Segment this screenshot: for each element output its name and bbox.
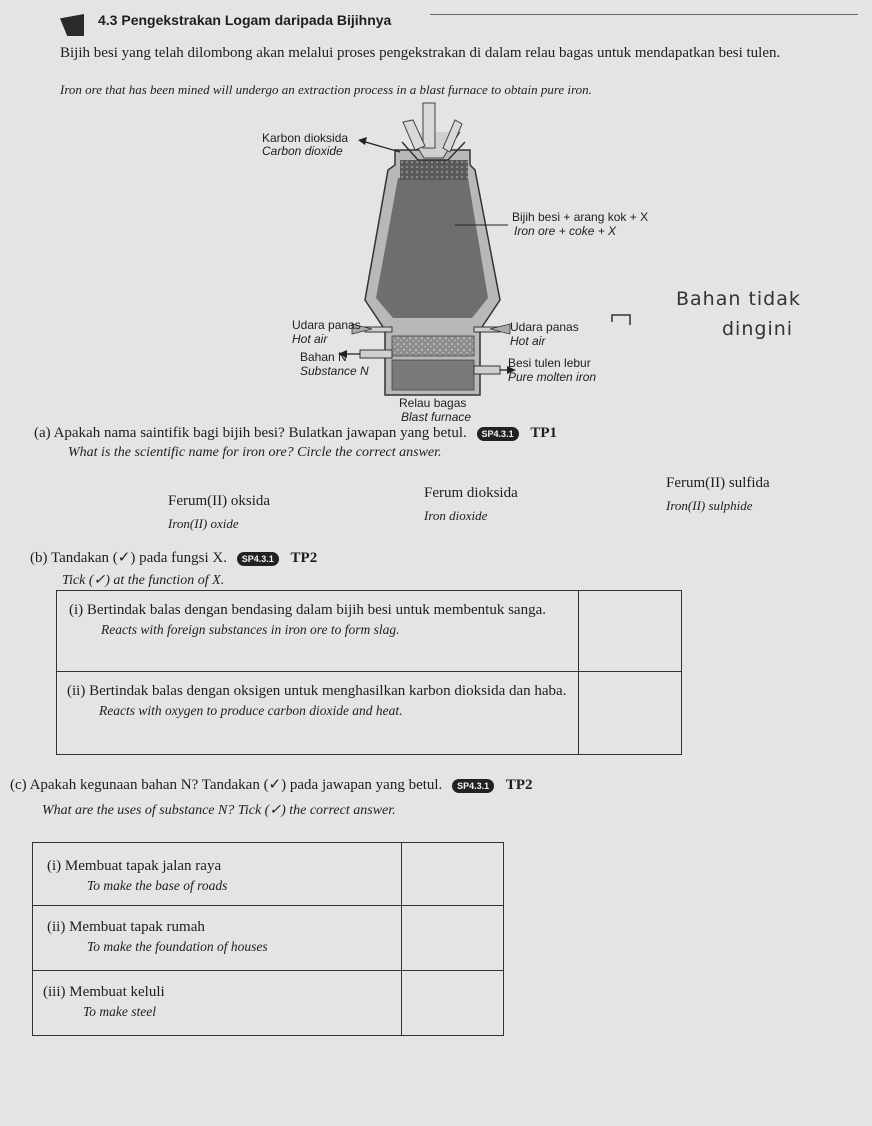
tick-box[interactable] [578, 672, 681, 755]
option-a1-en: Iron(II) oxide [168, 516, 239, 531]
tick-box[interactable] [578, 591, 681, 672]
molten-iron-layer [392, 360, 474, 390]
label-furnace-en: Blast furnace [401, 410, 472, 424]
question-b-row2-text [57, 672, 579, 755]
label-furnace-ms: Relau bagas [399, 396, 467, 410]
question-c-row2-text [33, 906, 402, 971]
row-text-en: Reacts with foreign substances in iron ore to form slag. [101, 622, 400, 637]
question-b [30, 548, 317, 567]
option-a3-en: Iron(II) sulphide [666, 498, 753, 513]
row-text-en: Reacts with oxygen to produce carbon dioxide and heat. [99, 703, 403, 718]
label-hotair-right-ms: Udara panas [510, 320, 579, 334]
label-hotair-left-en: Hot air [292, 332, 328, 346]
option-a2[interactable]: Ferum dioksida [424, 485, 518, 501]
question-b-text: (b) Tandakan (✓) pada fungsi X. [30, 550, 228, 566]
question-c-tp: TP2 [505, 777, 533, 793]
question-a-tp: TP1 [530, 425, 557, 441]
label-co2-ms: Karbon dioksida [262, 131, 349, 145]
label-substance-ms: Bahan N [300, 350, 347, 364]
option-a3[interactable]: Ferum(II) sulfida [666, 475, 770, 491]
question-c-text: (c) Apakah kegunaan bahan N? Tandakan (✓) pada jawapan yang betul. [10, 777, 443, 793]
row-number: (i) [47, 858, 62, 874]
table-row [33, 843, 504, 906]
tick-box[interactable] [402, 971, 504, 1036]
question-c-row3-text [33, 971, 402, 1036]
label-hotair-left-ms: Udara panas [292, 318, 361, 332]
question-b-table [56, 590, 682, 755]
table-row [33, 971, 504, 1036]
label-co2-en: Carbon dioxide [262, 144, 343, 158]
label-ore-en: Iron ore + coke + X [514, 224, 617, 238]
tick-box[interactable] [402, 906, 504, 971]
question-c-row1-text [33, 843, 402, 906]
row-text-ms: Bertindak balas dengan oksigen untuk menghasilkan karbon dioksida dan haba. [89, 683, 567, 699]
table-row [57, 591, 682, 672]
row-text-ms: Membuat tapak rumah [69, 919, 205, 935]
row-number: (i) [69, 602, 84, 618]
question-a-text: (a) Apakah nama saintifik bagi bijih besi? Bulatkan jawapan yang betul. [34, 425, 467, 441]
row-text-en: To make steel [83, 1004, 156, 1019]
table-row [57, 672, 682, 755]
slag-layer [392, 336, 474, 356]
question-b-badge: SP4.3.1 [237, 552, 279, 566]
question-b-en: Tick (✓) at the function of X. [62, 573, 225, 588]
question-c-table [32, 842, 504, 1036]
label-iron-en: Pure molten iron [508, 370, 597, 384]
question-c-en: What are the uses of substance N? Tick (✓) the correct answer. [42, 803, 396, 818]
handwritten-note-line1: Bahan tidak [676, 288, 801, 310]
table-row [33, 906, 504, 971]
label-iron-ms: Besi tulen lebur [508, 356, 591, 370]
question-b-row1-text [57, 591, 579, 672]
section-title: 4.3 Pengekstrakan Logam daripada Bijihnya [98, 12, 392, 28]
label-ore-ms: Bijih besi + arang kok + X [512, 210, 649, 224]
question-c-badge: SP4.3.1 [452, 779, 494, 793]
blast-furnace-diagram [0, 0, 872, 440]
question-c [10, 775, 533, 794]
row-number: (iii) [43, 984, 66, 1000]
row-number: (ii) [47, 919, 66, 935]
question-a-badge: SP4.3.1 [477, 427, 519, 441]
handwritten-note-line2: dingini [722, 318, 794, 340]
intro-text-ms: Bijih besi yang telah dilombong akan melalui proses pengekstrakan di dalam relau bagas untuk mendapatkan besi tulen. [60, 45, 781, 61]
option-a1[interactable]: Ferum(II) oksida [168, 493, 271, 509]
tick-box[interactable] [402, 843, 504, 906]
question-a [34, 425, 557, 442]
label-hotair-right-en: Hot air [510, 334, 546, 348]
intro-text-en: Iron ore that has been mined will undergo an extraction process in a blast furnace to obtain pure iron. [60, 82, 592, 97]
row-text-ms: Membuat tapak jalan raya [64, 858, 222, 874]
top-charge [400, 160, 468, 180]
row-text-ms: Bertindak balas dengan bendasing dalam bijih besi untuk membentuk sanga. [86, 602, 546, 618]
row-number: (ii) [67, 683, 86, 699]
row-text-en: To make the base of roads [87, 878, 228, 893]
label-substance-en: Substance N [300, 364, 369, 378]
row-text-ms: Membuat keluli [69, 984, 165, 1000]
option-a2-en: Iron dioxide [424, 508, 488, 523]
question-b-tp: TP2 [290, 550, 318, 566]
question-a-en: What is the scientific name for iron ore? Circle the correct answer. [68, 445, 442, 460]
row-text-en: To make the foundation of houses [87, 939, 268, 954]
